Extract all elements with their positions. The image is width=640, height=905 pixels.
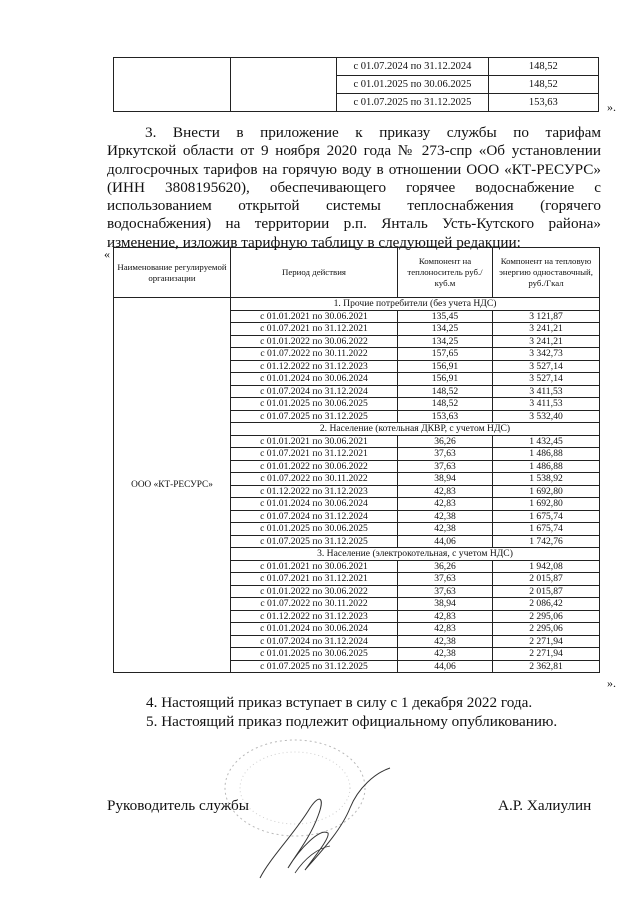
heat-value-cell: 3 527,14 — [493, 360, 600, 373]
section-title: 2. Население (котельная ДКВР, с учетом НДС) — [231, 423, 600, 436]
table-opening-quote: « — [104, 247, 110, 261]
period-cell: с 01.01.2024 по 30.06.2024 — [231, 623, 398, 636]
period-cell: с 01.07.2024 по 31.12.2024 — [231, 635, 398, 648]
coolant-value-cell: 148,52 — [398, 385, 493, 398]
period-cell: с 01.01.2021 по 30.06.2021 — [231, 435, 398, 448]
coolant-value-cell: 148,52 — [398, 398, 493, 411]
signature-stroke — [260, 768, 390, 878]
heat-value-cell: 2 271,94 — [493, 635, 600, 648]
top-value-cell: 153,63 — [488, 94, 598, 112]
period-cell: с 01.01.2024 по 30.06.2024 — [231, 498, 398, 511]
heat-value-cell: 1 486,88 — [493, 448, 600, 461]
heat-value-cell: 2 086,42 — [493, 598, 600, 611]
period-cell: с 01.01.2021 по 30.06.2021 — [231, 310, 398, 323]
coolant-value-cell: 37,63 — [398, 460, 493, 473]
top-closing-quote: ». — [607, 100, 616, 114]
period-cell: с 01.07.2021 по 31.12.2021 — [231, 323, 398, 336]
heat-value-cell: 1 432,45 — [493, 435, 600, 448]
coolant-value-cell: 42,83 — [398, 623, 493, 636]
heat-value-cell: 1 675,74 — [493, 523, 600, 536]
period-cell: с 01.07.2022 по 30.11.2022 — [231, 598, 398, 611]
signer-name: А.Р. Халиулин — [498, 797, 592, 814]
coolant-value-cell: 42,38 — [398, 523, 493, 536]
coolant-value-cell: 36,26 — [398, 435, 493, 448]
period-cell: с 01.12.2022 по 31.12.2023 — [231, 485, 398, 498]
heat-value-cell: 3 527,14 — [493, 373, 600, 386]
heat-value-cell: 3 532,40 — [493, 410, 600, 423]
section-title: 1. Прочие потребители (без учета НДС) — [231, 298, 600, 311]
previous-tariff-table-fragment — [113, 57, 599, 112]
coolant-value-cell: 156,91 — [398, 360, 493, 373]
period-cell: с 01.12.2022 по 31.12.2023 — [231, 610, 398, 623]
top-value-cell: 148,52 — [488, 76, 598, 94]
coolant-value-cell: 42,38 — [398, 635, 493, 648]
paragraph-3-line: Иркутской области от 9 ноября 2020 года № 273-спр «Об установлении — [107, 142, 601, 160]
paragraph-3 — [107, 124, 601, 252]
paragraph-3-line: водоснабжения) на территории р.п. Янталь Усть-Кутского района» — [107, 215, 601, 233]
coolant-value-cell: 153,63 — [398, 410, 493, 423]
heat-value-cell: 3 121,87 — [493, 310, 600, 323]
period-cell: с 01.07.2025 по 31.12.2025 — [231, 535, 398, 548]
heat-value-cell: 1 486,88 — [493, 460, 600, 473]
period-cell: с 01.12.2022 по 31.12.2023 — [231, 360, 398, 373]
period-cell: с 01.07.2025 по 31.12.2025 — [231, 410, 398, 423]
heat-value-cell: 1 742,76 — [493, 535, 600, 548]
heat-value-cell: 1 538,92 — [493, 473, 600, 486]
period-cell: с 01.01.2021 по 30.06.2021 — [231, 560, 398, 573]
coolant-value-cell: 44,06 — [398, 535, 493, 548]
paragraph-3-line: использованием открытой системы теплоснабжения (горячего — [107, 197, 601, 215]
coolant-value-cell: 38,94 — [398, 473, 493, 486]
coolant-value-cell: 134,25 — [398, 335, 493, 348]
period-cell: с 01.07.2024 по 31.12.2024 — [231, 510, 398, 523]
coolant-value-cell: 44,06 — [398, 660, 493, 673]
organization-cell: ООО «КТ-РЕСУРС» — [114, 298, 231, 673]
paragraph-3-line: долгосрочных тарифов на горячую воду в отношении ООО «КТ-РЕСУРС» — [107, 160, 601, 178]
paragraph-3-line: изменение, изложив тарифную таблицу в следующей редакции: — [107, 233, 521, 251]
heat-value-cell: 3 241,21 — [493, 323, 600, 336]
heat-value-cell: 1 692,80 — [493, 498, 600, 511]
period-cell: с 01.07.2021 по 31.12.2021 — [231, 448, 398, 461]
heat-value-cell: 2 295,06 — [493, 610, 600, 623]
coolant-value-cell: 42,38 — [398, 648, 493, 661]
top-period-cell: с 01.07.2024 по 31.12.2024 — [337, 58, 488, 76]
heat-value-cell: 3 241,21 — [493, 335, 600, 348]
section-header-row — [114, 298, 600, 311]
period-cell: с 01.01.2024 по 30.06.2024 — [231, 373, 398, 386]
coolant-value-cell: 156,91 — [398, 373, 493, 386]
period-cell: с 01.07.2022 по 30.11.2022 — [231, 473, 398, 486]
period-cell: с 01.01.2025 по 30.06.2025 — [231, 648, 398, 661]
heat-value-cell: 2 015,87 — [493, 585, 600, 598]
coolant-value-cell: 38,94 — [398, 598, 493, 611]
top-table-row — [114, 58, 599, 76]
header-heat-component: Компонент на тепловую энергию одноставочный, руб./Гкал — [493, 248, 600, 298]
stamp-inner-ring — [240, 752, 350, 824]
coolant-value-cell: 42,83 — [398, 498, 493, 511]
tariff-table — [113, 247, 600, 673]
heat-value-cell: 3 342,73 — [493, 348, 600, 361]
heat-value-cell: 2 362,81 — [493, 660, 600, 673]
coolant-value-cell: 37,63 — [398, 448, 493, 461]
section-title: 3. Население (электрокотельная, с учетом НДС) — [231, 548, 600, 561]
coolant-value-cell: 135,45 — [398, 310, 493, 323]
coolant-value-cell: 37,63 — [398, 573, 493, 586]
header-coolant-component: Компонент на теплоноситель руб./куб.м — [398, 248, 493, 298]
coolant-value-cell: 36,26 — [398, 560, 493, 573]
top-period-cell: с 01.07.2025 по 31.12.2025 — [337, 94, 488, 112]
heat-value-cell: 2 271,94 — [493, 648, 600, 661]
table-closing-quote: ». — [607, 676, 616, 690]
paragraph-3-line: (ИНН 3808195620), обеспечивающего горячее водоснабжение с — [107, 178, 601, 196]
coolant-value-cell: 42,83 — [398, 485, 493, 498]
coolant-value-cell: 37,63 — [398, 585, 493, 598]
heat-value-cell: 1 942,08 — [493, 560, 600, 573]
heat-value-cell: 1 675,74 — [493, 510, 600, 523]
period-cell: с 01.07.2024 по 31.12.2024 — [231, 385, 398, 398]
period-cell: с 01.01.2025 по 30.06.2025 — [231, 398, 398, 411]
period-cell: с 01.01.2025 по 30.06.2025 — [231, 523, 398, 536]
heat-value-cell: 2 015,87 — [493, 573, 600, 586]
period-cell: с 01.01.2022 по 30.06.2022 — [231, 585, 398, 598]
coolant-value-cell: 42,83 — [398, 610, 493, 623]
top-org-cell — [114, 58, 231, 112]
signer-title: Руководитель службы — [107, 797, 249, 814]
coolant-value-cell: 42,38 — [398, 510, 493, 523]
stamp-outline — [225, 740, 365, 836]
top-empty-cell — [231, 58, 337, 112]
coolant-value-cell: 157,65 — [398, 348, 493, 361]
period-cell: с 01.01.2022 по 30.06.2022 — [231, 460, 398, 473]
top-period-cell: с 01.01.2025 по 30.06.2025 — [337, 76, 488, 94]
heat-value-cell: 3 411,53 — [493, 398, 600, 411]
top-value-cell: 148,52 — [488, 58, 598, 76]
heat-value-cell: 2 295,06 — [493, 623, 600, 636]
period-cell: с 01.07.2022 по 30.11.2022 — [231, 348, 398, 361]
period-cell: с 01.07.2021 по 31.12.2021 — [231, 573, 398, 586]
paragraph-4: 4. Настоящий приказ вступает в силу с 1 декабря 2022 года. — [146, 694, 533, 711]
paragraph-5: 5. Настоящий приказ подлежит официальному опубликованию. — [146, 713, 558, 730]
period-cell: с 01.07.2025 по 31.12.2025 — [231, 660, 398, 673]
heat-value-cell: 3 411,53 — [493, 385, 600, 398]
period-cell: с 01.01.2022 по 30.06.2022 — [231, 335, 398, 348]
paragraph-3-line: 3. Внести в приложение к приказу службы по тарифам — [145, 124, 601, 141]
coolant-value-cell: 134,25 — [398, 323, 493, 336]
header-organization: Наименование регулируемой организации — [114, 248, 231, 298]
header-period: Период действия — [231, 248, 398, 298]
heat-value-cell: 1 692,80 — [493, 485, 600, 498]
